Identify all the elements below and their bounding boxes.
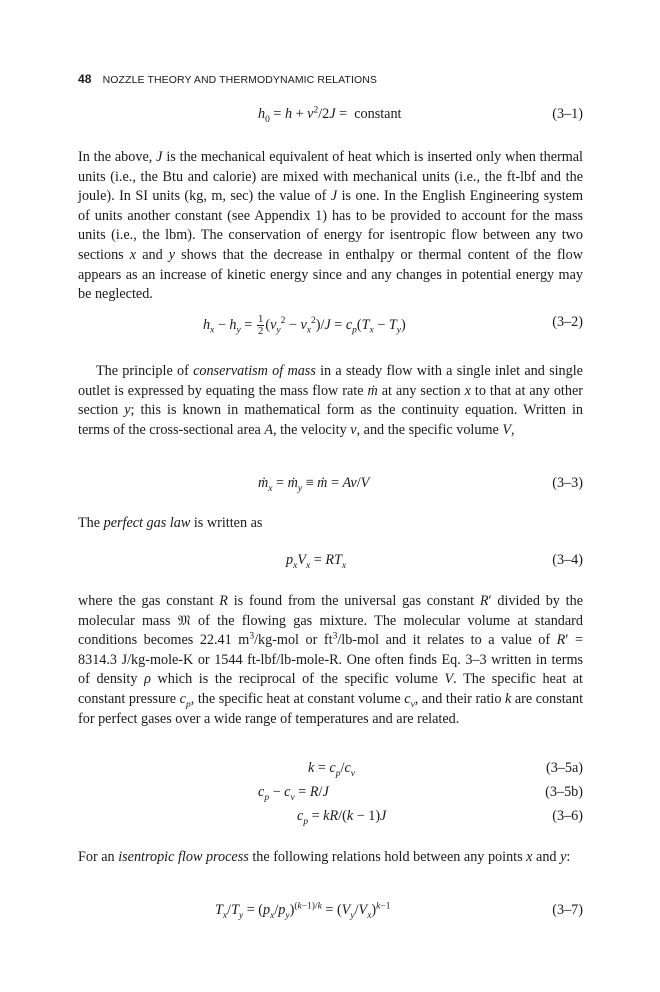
paragraph-mechanical-equivalent: In the above, J is the mechanical equivalent of heat which is inserted only when thermal units (i.e., the Btu and calorie) are mixed with mechanical units (i.e., the ft-lbf and the joule). In SI units (kg, m, sec) the value of J is one. In the English Engineering system of units another constant (see Appendix 1) has to be provided to account for the mass units (i.e., the lbm). The conservation of energy for isentropic flow between any two sections x and y shows that the decrease in enthalpy or thermal content of the flow appears as an increase of kinetic energy since and any changes in potential energy may be neglected.: [78, 149, 584, 303]
equation-3-5b-number: (3–5b): [545, 784, 583, 800]
paragraph-conservation-of-mass: The principle of conservatism of mass in a steady flow with a single inlet and single outlet is expressed by equating the mass flow rate ṁ at any section x to that at any other section y; this is known in mathematical form as the continuity equation. Written in terms of the cross-sectional area A, the velocity v, and the specific volume V,: [78, 363, 583, 438]
equation-3-6-expression: $c_p = kR/(k - 1)J$: [297, 808, 387, 827]
equation-3-5a: [78, 760, 583, 784]
equation-3-1: [78, 106, 583, 130]
page-number: 48: [78, 72, 92, 86]
equation-3-4-expression: $p_xV_x = RT_x$: [286, 552, 347, 571]
equation-3-2: [78, 314, 583, 338]
equation-3-7-number: (3–7): [552, 902, 583, 918]
equation-3-3-number: (3–3): [552, 475, 583, 491]
equation-3-7-expression: $T_x/T_y = (p_x/p_y)^{(k-1)/k} = (V_y/V_x)^{k-1}$: [215, 901, 391, 921]
equation-3-4-number: (3–4): [552, 552, 583, 568]
equation-3-5b: [78, 784, 583, 808]
equation-3-5b-expression: $c_p - c_v = R/J$: [258, 784, 329, 803]
equation-3-7: [78, 902, 583, 926]
equation-3-2-number: (3–2): [552, 314, 583, 330]
equation-3-2-expression: $h_x - h_y$ = $\frac{1}{2}$ $(v_y^2 - v_x^2)/J = c_p(T_x - T_y)$: [203, 313, 406, 337]
equation-3-1-number: (3–1): [552, 106, 583, 122]
paragraph-gas-constant: where the gas constant R is found from the universal gas constant R′ divided by the molecular mass 𝔐 of the flowing gas mixture. The molecular volume at standard conditions becomes 22.41 $m^3/kg$-mol or $ft^3/lb$-mol and it relates to a value of R′ = 8314.3 J/kg-mole-K or 1544 ft-lbf/lb-mole-R. One often finds Eq. 3–3 written in terms of density ρ which is the reciprocal of the specific volume V. The specific heat at constant pressure $c_p$, the specific heat at constant volume $c_v$, and their ratio k are constant for perfect gases over a wide range of temperatures and are related.: [78, 593, 584, 727]
paragraph-perfect-gas-law: The perfect gas law is written as: [78, 515, 263, 531]
equation-3-4: [78, 552, 583, 576]
running-title: NOZZLE THEORY AND THERMODYNAMIC RELATIONS: [102, 74, 378, 86]
equation-3-1-expression: $h_0 = h + v^2/2J$ = constant: [258, 105, 402, 125]
equation-3-5a-number: (3–5a): [545, 760, 583, 776]
equation-3-3: [78, 475, 583, 499]
equation-3-6: [78, 808, 583, 832]
paragraph-isentropic-flow: For an isentropic flow process the following relations hold between any points x and y:: [78, 849, 571, 865]
equation-3-6-number: (3–6): [552, 808, 583, 824]
equation-3-5a-expression: $k = c_p/c_v$: [308, 760, 355, 779]
running-header: [78, 72, 377, 86]
equation-3-3-expression: ṁ$_x$ = ṁ$_y$ ≡ ṁ = Av/V: [258, 475, 370, 494]
